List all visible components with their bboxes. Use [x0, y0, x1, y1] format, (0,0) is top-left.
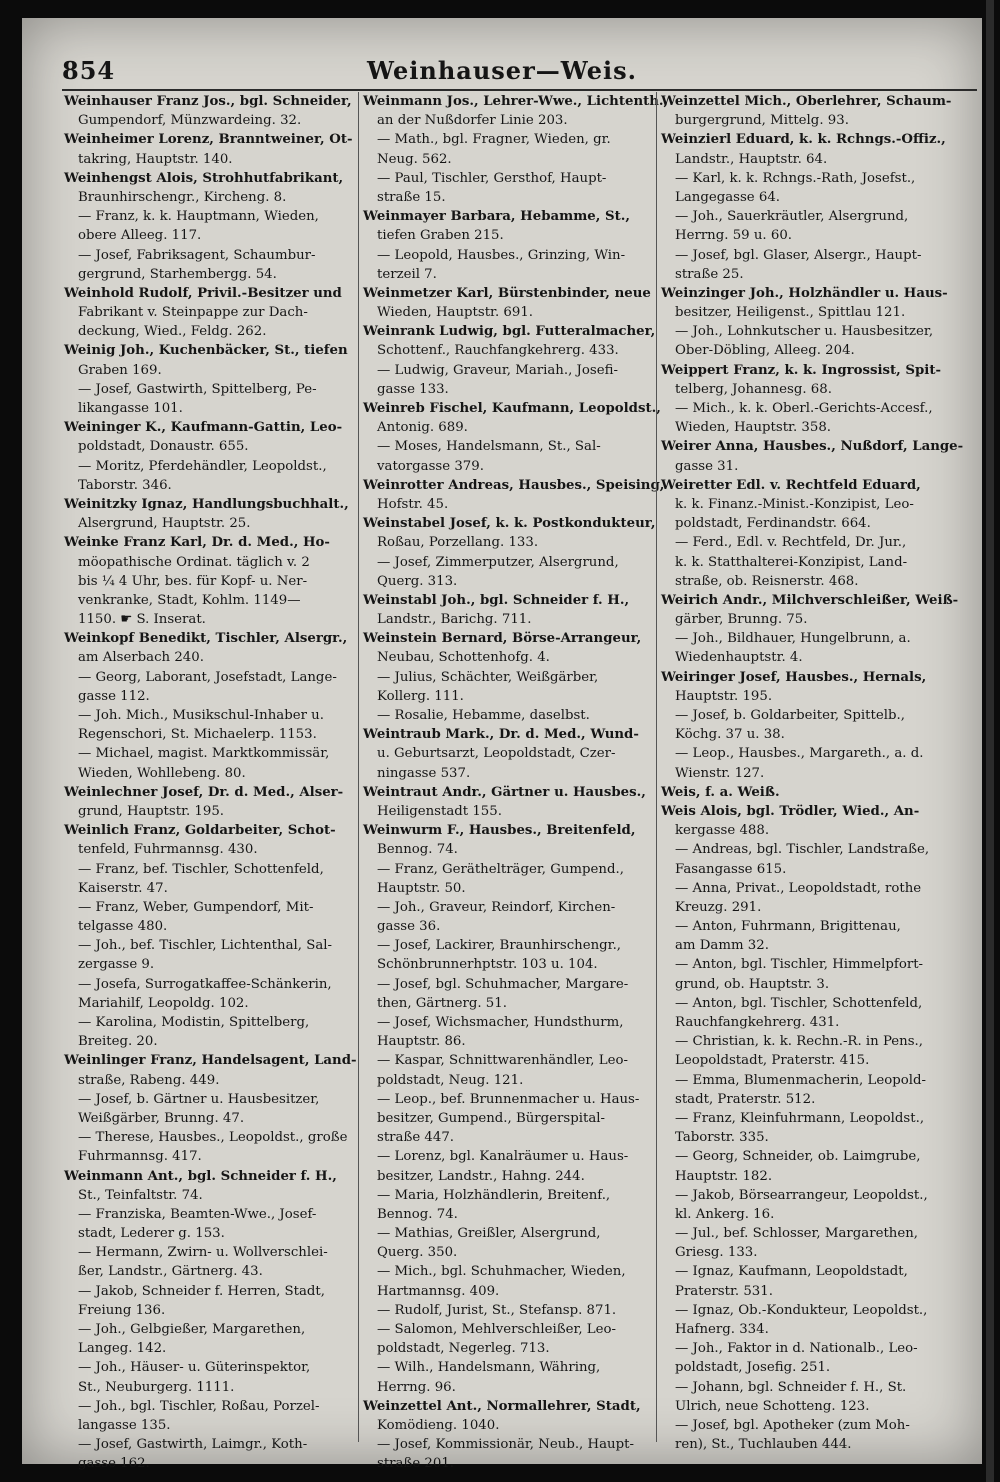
- entry-continuation-line: grund, Hauptstr. 195.: [78, 803, 225, 819]
- entry-continuation-line: gasse 31.: [675, 458, 739, 474]
- running-head: Weinhauser—Weis.: [367, 56, 637, 85]
- entry-headword-line: Weinzinger Joh., Holzhändler u. Haus-: [661, 285, 948, 301]
- entry-continuation-line: Hauptstr. 195.: [675, 688, 773, 704]
- entry-headword-line: Weippert Franz, k. k. Ingrossist, Spit-: [661, 362, 942, 378]
- entry-continuation-line: — Joh., Faktor in d. Nationalb., Leo-: [675, 1341, 918, 1357]
- entry-continuation-line: Neug. 562.: [377, 151, 452, 167]
- entry-continuation-line: then, Gärtnerg. 51.: [377, 995, 507, 1011]
- entry-continuation-line: Landstr., Barichg. 711.: [377, 612, 532, 628]
- entry-continuation-line: — Hermann, Zwirn- u. Wollverschlei-: [78, 1245, 328, 1261]
- entry-continuation-line: — Josef, bgl. Glaser, Alsergr., Haupt-: [675, 247, 922, 263]
- column-3: [661, 92, 964, 1453]
- entry-headword-line: Weinzierl Eduard, k. k. Rchngs.-Offiz.,: [661, 132, 946, 148]
- entry-continuation-line: am Alserbach 240.: [78, 650, 204, 666]
- entry-headword-line: Weinmann Ant., bgl. Schneider f. H.,: [64, 1168, 337, 1184]
- entry-continuation-line: k. k. Statthalterei-Konzipist, Land-: [675, 554, 908, 570]
- entry-continuation-line: gasse 36.: [377, 919, 441, 935]
- entry-continuation-line: besitzer, Heiligenst., Spittlau 121.: [675, 305, 906, 321]
- entry-continuation-line: Hafnerg. 334.: [675, 1322, 769, 1337]
- entry-continuation-line: Wienstr. 127.: [675, 765, 765, 781]
- entry-continuation-line: — Ferd., Edl. v. Rechtfeld, Dr. Jur.,: [675, 535, 907, 551]
- entry-headword-line: Weinke Franz Karl, Dr. d. Med., Ho-: [64, 535, 330, 551]
- entry-continuation-line: straße 15.: [377, 189, 446, 205]
- entry-continuation-line: — Anna, Privat., Leopoldstadt, rothe: [675, 880, 922, 896]
- entry-continuation-line: poldstadt, Josefig. 251.: [675, 1360, 831, 1376]
- entry-continuation-line: takring, Hauptstr. 140.: [78, 151, 233, 167]
- entry-headword-line: Weinmayer Barbara, Hebamme, St.,: [363, 209, 630, 225]
- entry-continuation-line: gasse 162.: [78, 1456, 150, 1472]
- entry-continuation-line: — Ludwig, Graveur, Mariah., Josefi-: [377, 362, 618, 378]
- entry-headword-line: Weinlich Franz, Goldarbeiter, Schot-: [64, 823, 336, 839]
- entry-continuation-line: — Franz, Kleinfuhrmann, Leopoldst.,: [675, 1110, 925, 1126]
- entry-continuation-line: deckung, Wied., Feldg. 262.: [78, 324, 267, 340]
- entry-continuation-line: poldstadt, Neug. 121.: [377, 1072, 524, 1088]
- entry-continuation-line: — Jakob, Börsearrangeur, Leopoldst.,: [675, 1187, 928, 1203]
- entry-continuation-line: — Kaspar, Schnittwarenhändler, Leo-: [377, 1053, 628, 1069]
- entry-continuation-line: Heiligenstadt 155.: [377, 803, 502, 819]
- entry-continuation-line: Fuhrmannsg. 417.: [78, 1149, 202, 1165]
- entry-continuation-line: Ober-Döbling, Alleeg. 204.: [675, 343, 855, 359]
- entry-continuation-line: — Joh. Mich., Musikschul-Inhaber u.: [78, 708, 324, 723]
- entry-continuation-line: St., Teinfaltstr. 74.: [78, 1187, 203, 1203]
- entry-continuation-line: kergasse 488.: [675, 823, 770, 839]
- entry-continuation-line: — Josef, Wichsmacher, Hundsthurm,: [377, 1015, 624, 1030]
- entry-continuation-line: Langeg. 142.: [78, 1341, 167, 1357]
- entry-continuation-line: — Karl, k. k. Rchngs.-Rath, Josefst.,: [675, 170, 916, 186]
- entry-headword-line: Weinig Joh., Kuchenbäcker, St., tiefen: [64, 343, 348, 359]
- entry-continuation-line: Freiung 136.: [78, 1302, 166, 1318]
- entry-continuation-line: — Josef, Gastwirth, Laimgr., Koth-: [78, 1437, 308, 1453]
- entry-headword-line: Weinkopf Benedikt, Tischler, Alsergr.,: [64, 631, 348, 647]
- entry-continuation-line: — Leop., bef. Brunnenmacher u. Haus-: [377, 1091, 640, 1107]
- entry-continuation-line: — Paul, Tischler, Gersthof, Haupt-: [377, 170, 607, 186]
- entry-continuation-line: ßer, Landstr., Gärtnerg. 43.: [78, 1264, 263, 1280]
- entry-continuation-line: Taborstr. 335.: [675, 1130, 769, 1146]
- entry-continuation-line: terzeil 7.: [377, 266, 437, 282]
- entry-continuation-line: — Rudolf, Jurist, St., Stefansp. 871.: [377, 1302, 617, 1318]
- entry-continuation-line: — Joh., Gelbgießer, Margarethen,: [78, 1322, 306, 1337]
- entry-headword-line: Weinrotter Andreas, Hausbes., Speising,: [363, 477, 665, 493]
- entry-continuation-line: — Anton, bgl. Tischler, Himmelpfort-: [675, 957, 924, 973]
- entry-continuation-line: tenfeld, Fuhrmannsg. 430.: [78, 842, 258, 858]
- entry-continuation-line: bis ¼ 4 Uhr, bes. für Kopf- u. Ner-: [78, 573, 308, 589]
- entry-continuation-line: — Anton, bgl. Tischler, Schottenfeld,: [675, 995, 923, 1011]
- entry-continuation-line: Wieden, Hauptstr. 691.: [377, 305, 534, 321]
- entry-continuation-line: — Joh., bgl. Tischler, Roßau, Porzel-: [78, 1398, 320, 1414]
- entry-continuation-line: — Joh., bef. Tischler, Lichtenthal, Sal-: [78, 938, 333, 954]
- entry-continuation-line: Komödieng. 1040.: [377, 1417, 500, 1433]
- entry-continuation-line: — Josef, Gastwirth, Spittelberg, Pe-: [78, 381, 317, 397]
- entry-continuation-line: langasse 135.: [78, 1417, 171, 1433]
- entry-continuation-line: gasse 112.: [78, 688, 150, 704]
- entry-headword-line: Weinrank Ludwig, bgl. Futteralmacher,: [363, 324, 656, 340]
- entry-headword-line: Weirer Anna, Hausbes., Nußdorf, Lange-: [661, 439, 964, 455]
- entry-continuation-line: Bennog. 74.: [377, 1206, 458, 1222]
- entry-continuation-line: Kaiserstr. 47.: [78, 880, 168, 896]
- entry-continuation-line: Praterstr. 531.: [675, 1283, 773, 1299]
- entry-continuation-line: — Mathias, Greißler, Alsergrund,: [377, 1226, 601, 1242]
- entry-continuation-line: besitzer, Landstr., Hahng. 244.: [377, 1168, 585, 1184]
- entry-continuation-line: — Josef, bgl. Schuhmacher, Margare-: [377, 976, 629, 992]
- entry-continuation-line: — Joh., Häuser- u. Güterinspektor,: [78, 1360, 311, 1376]
- entry-headword-line: Weinhengst Alois, Strohhutfabrikant,: [64, 170, 344, 186]
- scan-frame-edge: [986, 0, 994, 1482]
- entry-continuation-line: zergasse 9.: [78, 957, 155, 973]
- entry-continuation-line: Kollerg. 111.: [377, 688, 464, 704]
- entry-continuation-line: — Leopold, Hausbes., Grinzing, Win-: [377, 247, 626, 263]
- entry-headword-line: Weinlechner Josef, Dr. d. Med., Alser-: [64, 784, 344, 800]
- entry-continuation-line: — Mich., bgl. Schuhmacher, Wieden,: [377, 1264, 626, 1280]
- directory-page: [22, 18, 982, 1472]
- entry-headword-line: Weiretter Edl. v. Rechtfeld Eduard,: [661, 477, 921, 493]
- header-rule: [62, 89, 977, 91]
- entry-continuation-line: — Joh., Graveur, Reindorf, Kirchen-: [377, 899, 616, 915]
- entry-continuation-line: Querg. 350.: [377, 1245, 458, 1261]
- entry-continuation-line: Breiteg. 20.: [78, 1034, 158, 1050]
- entry-continuation-line: besitzer, Gumpend., Bürgerspital-: [377, 1110, 605, 1126]
- entry-continuation-line: straße, Rabeng. 449.: [78, 1072, 220, 1088]
- entry-continuation-line: vatorgasse 379.: [377, 458, 484, 474]
- entry-continuation-line: poldstadt, Donaustr. 655.: [78, 439, 249, 455]
- entry-continuation-line: — Julius, Schächter, Weißgärber,: [377, 669, 599, 685]
- entry-continuation-line: telberg, Johannesg. 68.: [675, 381, 832, 397]
- entry-continuation-line: Alsergrund, Hauptstr. 25.: [78, 516, 251, 532]
- entry-continuation-line: Regenschori, St. Michaelerp. 1153.: [78, 727, 317, 743]
- entry-continuation-line: Herrng. 59 u. 60.: [675, 228, 793, 244]
- entry-continuation-line: straße 201.: [377, 1456, 455, 1472]
- entry-continuation-line: — Franz, bef. Tischler, Schottenfeld,: [78, 861, 324, 877]
- entry-continuation-line: — Salomon, Mehlverschleißer, Leo-: [377, 1322, 616, 1337]
- entry-continuation-line: kl. Ankerg. 16.: [675, 1206, 775, 1222]
- entry-headword-line: Weintraub Mark., Dr. d. Med., Wund-: [363, 727, 639, 743]
- entry-headword-line: Weinhold Rudolf, Privil.-Besitzer und: [64, 285, 342, 301]
- entry-continuation-line: likangasse 101.: [78, 401, 183, 416]
- entry-continuation-line: — Josef, Zimmerputzer, Alsergrund,: [377, 554, 619, 570]
- entry-continuation-line: grund, ob. Hauptstr. 3.: [675, 976, 830, 992]
- entry-continuation-line: straße 447.: [377, 1130, 455, 1146]
- entry-headword-line: Weis, f. a. Weiß.: [661, 784, 780, 800]
- entry-headword-line: Weininger K., Kaufmann-Gattin, Leo-: [64, 420, 343, 436]
- entry-continuation-line: — Andreas, bgl. Tischler, Landstraße,: [675, 842, 930, 858]
- entry-continuation-line: — Karolina, Modistin, Spittelberg,: [78, 1015, 310, 1030]
- entry-continuation-line: — Therese, Hausbes., Leopoldst., große: [78, 1130, 348, 1146]
- entry-continuation-line: Rauchfangkehrerg. 431.: [675, 1015, 840, 1030]
- entry-continuation-line: burgergrund, Mittelg. 93.: [675, 113, 849, 129]
- entry-continuation-line: Köchg. 37 u. 38.: [675, 727, 785, 743]
- entry-continuation-line: — Johann, bgl. Schneider f. H., St.: [675, 1379, 907, 1395]
- entry-continuation-line: poldstadt, Negerleg. 713.: [377, 1341, 550, 1357]
- entry-continuation-line: u. Geburtsarzt, Leopoldstadt, Czer-: [377, 746, 616, 762]
- entry-continuation-line: Herrng. 96.: [377, 1379, 456, 1395]
- entry-continuation-line: Griesg. 133.: [675, 1245, 758, 1261]
- entry-continuation-line: Taborstr. 346.: [78, 477, 172, 493]
- entry-continuation-line: poldstadt, Ferdinandstr. 664.: [675, 516, 871, 532]
- entry-continuation-line: — Josef, Lackirer, Braunhirschengr.,: [377, 938, 622, 954]
- entry-continuation-line: gärber, Brunng. 75.: [675, 612, 808, 628]
- entry-continuation-line: — Joh., Sauerkräutler, Alsergrund,: [675, 209, 909, 225]
- entry-continuation-line: Hauptstr. 50.: [377, 880, 466, 896]
- page-header: [22, 18, 982, 98]
- column-divider: [656, 92, 657, 1442]
- entry-continuation-line: Mariahilf, Leopoldg. 102.: [78, 995, 249, 1011]
- entry-continuation-line: — Georg, Laborant, Josefstadt, Lange-: [78, 669, 337, 685]
- entry-continuation-line: Graben 169.: [78, 362, 162, 378]
- entry-headword-line: Weinstabel Josef, k. k. Postkondukteur,: [363, 516, 656, 532]
- entry-continuation-line: 1150. ☛ S. Inserat.: [78, 612, 206, 628]
- entry-continuation-line: — Rosalie, Hebamme, daselbst.: [377, 708, 590, 723]
- entry-continuation-line: — Josefa, Surrogatkaffee-Schänkerin,: [78, 976, 332, 992]
- entry-continuation-line: Schönbrunnerhptstr. 103 u. 104.: [377, 957, 598, 973]
- column-1: [64, 92, 357, 1472]
- entry-continuation-line: telgasse 480.: [78, 919, 168, 935]
- entry-continuation-line: — Mich., k. k. Oberl.-Gerichts-Accesf.,: [675, 401, 933, 416]
- entry-continuation-line: — Maria, Holzhändlerin, Breitenf.,: [377, 1187, 611, 1203]
- entry-continuation-line: — Franz, Weber, Gumpendorf, Mit-: [78, 899, 314, 915]
- entry-headword-line: Weirich Andr., Milchverschleißer, Weiß-: [661, 592, 959, 608]
- entry-continuation-line: Neubau, Schottenhofg. 4.: [377, 650, 550, 666]
- entry-continuation-line: straße, ob. Reisnerstr. 468.: [675, 573, 859, 589]
- entry-continuation-line: Schottenf., Rauchfangkehrerg. 433.: [377, 343, 619, 359]
- entry-continuation-line: Leopoldstadt, Praterstr. 415.: [675, 1053, 870, 1069]
- entry-continuation-line: — Georg, Schneider, ob. Laimgrube,: [675, 1149, 921, 1165]
- entry-continuation-line: — Ignaz, Kaufmann, Leopoldstadt,: [675, 1264, 908, 1280]
- entry-continuation-line: — Emma, Blumenmacherin, Leopold-: [675, 1072, 926, 1088]
- entry-continuation-line: Hofstr. 45.: [377, 496, 449, 512]
- entry-continuation-line: — Josef, b. Gärtner u. Hausbesitzer,: [78, 1091, 320, 1107]
- entry-headword-line: Weinitzky Ignaz, Handlungsbuchhalt.,: [64, 496, 349, 512]
- entry-continuation-line: — Moritz, Pferdehändler, Leopoldst.,: [78, 458, 327, 474]
- entry-headword-line: Weinwurm F., Hausbes., Breitenfeld,: [363, 823, 636, 839]
- entry-headword-line: Weinhauser Franz Jos., bgl. Schneider,: [64, 94, 352, 109]
- entry-continuation-line: stadt, Praterstr. 512.: [675, 1091, 816, 1107]
- entry-continuation-line: Wieden, Wohllebeng. 80.: [78, 765, 246, 781]
- entry-continuation-line: Landstr., Hauptstr. 64.: [675, 151, 828, 167]
- entry-headword-line: Weinzettel Ant., Normallehrer, Stadt,: [363, 1398, 641, 1414]
- entry-continuation-line: Hauptstr. 86.: [377, 1034, 466, 1050]
- entry-continuation-line: venkranke, Stadt, Kohlm. 1149—: [78, 592, 301, 608]
- entry-continuation-line: k. k. Finanz.-Minist.-Konzipist, Leo-: [675, 496, 914, 512]
- entry-continuation-line: Bennog. 74.: [377, 842, 458, 858]
- entry-headword-line: Weinzettel Mich., Oberlehrer, Schaum-: [661, 94, 952, 109]
- entry-continuation-line: — Joh., Lohnkutscher u. Hausbesitzer,: [675, 324, 934, 340]
- entry-continuation-line: Gumpendorf, Münzwardeing. 32.: [78, 113, 302, 129]
- entry-continuation-line: ningasse 537.: [377, 765, 471, 781]
- entry-headword-line: Weinlinger Franz, Handelsagent, Land-: [64, 1053, 357, 1069]
- entry-headword-line: Weinstein Bernard, Börse-Arrangeur,: [363, 631, 642, 647]
- column-divider: [358, 92, 359, 1442]
- entry-continuation-line: — Jul., bef. Schlosser, Margarethen,: [675, 1226, 919, 1242]
- entry-continuation-line: — Jakob, Schneider f. Herren, Stadt,: [78, 1283, 326, 1299]
- entry-continuation-line: Hartmannsg. 409.: [377, 1283, 500, 1299]
- entry-continuation-line: gasse 133.: [377, 381, 449, 397]
- entry-continuation-line: — Josef, bgl. Apotheker (zum Moh-: [675, 1417, 910, 1433]
- entry-headword-line: Weinmetzer Karl, Bürstenbinder, neue: [363, 285, 651, 301]
- entry-continuation-line: Weißgärber, Brunng. 47.: [78, 1110, 245, 1126]
- entry-continuation-line: Antonig. 689.: [377, 420, 468, 436]
- entry-continuation-line: — Joh., Bildhauer, Hungelbrunn, a.: [675, 631, 911, 647]
- entry-continuation-line: tiefen Graben 215.: [377, 228, 504, 244]
- entry-headword-line: Weis Alois, bgl. Trödler, Wied., An-: [661, 803, 920, 819]
- entry-headword-line: Weinreb Fischel, Kaufmann, Leopoldst.,: [363, 401, 661, 416]
- page-number: 854: [62, 56, 116, 85]
- entry-continuation-line: — Franziska, Beamten-Wwe., Josef-: [78, 1206, 317, 1222]
- entry-continuation-line: — Franz, k. k. Hauptmann, Wieden,: [78, 209, 319, 225]
- entry-continuation-line: Querg. 313.: [377, 573, 458, 589]
- entry-continuation-line: ren), St., Tuchlauben 444.: [675, 1437, 852, 1453]
- entry-continuation-line: — Lorenz, bgl. Kanalräumer u. Haus-: [377, 1149, 629, 1165]
- entry-continuation-line: — Wilh., Handelsmann, Währing,: [377, 1360, 601, 1376]
- entry-continuation-line: — Moses, Handelsmann, St., Sal-: [377, 439, 601, 455]
- entry-continuation-line: — Josef, Fabriksagent, Schaumbur-: [78, 247, 316, 263]
- entry-continuation-line: — Ignaz, Ob.-Kondukteur, Leopoldst.,: [675, 1302, 928, 1318]
- entry-continuation-line: Hauptstr. 182.: [675, 1168, 773, 1184]
- entry-continuation-line: möopathische Ordinat. täglich v. 2: [78, 554, 310, 570]
- entry-continuation-line: am Damm 32.: [675, 938, 769, 954]
- entry-continuation-line: Ulrich, neue Schotteng. 123.: [675, 1398, 870, 1414]
- entry-headword-line: Weinheimer Lorenz, Branntweiner, Ot-: [64, 132, 353, 148]
- entry-continuation-line: stadt, Lederer g. 153.: [78, 1226, 225, 1242]
- entry-continuation-line: — Franz, Geräthelträger, Gumpend.,: [377, 861, 624, 877]
- entry-continuation-line: Langegasse 64.: [675, 189, 781, 205]
- entry-continuation-line: Fasangasse 615.: [675, 861, 787, 877]
- entry-headword-line: Weinstabl Joh., bgl. Schneider f. H.,: [363, 592, 630, 608]
- entry-continuation-line: — Josef, b. Goldarbeiter, Spittelb.,: [675, 708, 905, 723]
- entry-headword-line: Weintraut Andr., Gärtner u. Hausbes.,: [363, 784, 646, 800]
- entry-continuation-line: — Anton, Fuhrmann, Brigittenau,: [675, 919, 901, 935]
- entry-continuation-line: St., Neuburgerg. 1111.: [78, 1379, 235, 1395]
- entry-continuation-line: — Christian, k. k. Rechn.-R. in Pens.,: [675, 1034, 923, 1050]
- entry-continuation-line: Wiedenhauptstr. 4.: [675, 650, 803, 666]
- entry-continuation-line: gergrund, Starhembergg. 54.: [78, 266, 277, 282]
- entry-continuation-line: — Michael, magist. Marktkommissär,: [78, 746, 330, 762]
- entry-continuation-line: an der Nußdorfer Linie 203.: [377, 113, 568, 129]
- entry-continuation-line: Wieden, Hauptstr. 358.: [675, 420, 832, 436]
- entry-headword-line: Weinmann Jos., Lehrer-Wwe., Lichtenth.,: [363, 94, 669, 109]
- entry-continuation-line: Kreuzg. 291.: [675, 899, 762, 915]
- entry-continuation-line: — Josef, Kommissionär, Neub., Haupt-: [377, 1437, 634, 1453]
- entry-continuation-line: obere Alleeg. 117.: [78, 228, 202, 244]
- entry-continuation-line: Roßau, Porzellang. 133.: [377, 535, 539, 551]
- entry-continuation-line: Fabrikant v. Steinpappe zur Dach-: [78, 305, 308, 321]
- entry-continuation-line: Braunhirschengr., Kircheng. 8.: [78, 189, 287, 205]
- entry-continuation-line: straße 25.: [675, 266, 744, 282]
- entry-continuation-line: — Leop., Hausbes., Margareth., a. d.: [675, 746, 924, 762]
- column-2: [363, 92, 669, 1472]
- entry-headword-line: Weiringer Josef, Hausbes., Hernals,: [661, 669, 927, 685]
- entry-continuation-line: — Math., bgl. Fragner, Wieden, gr.: [377, 132, 611, 148]
